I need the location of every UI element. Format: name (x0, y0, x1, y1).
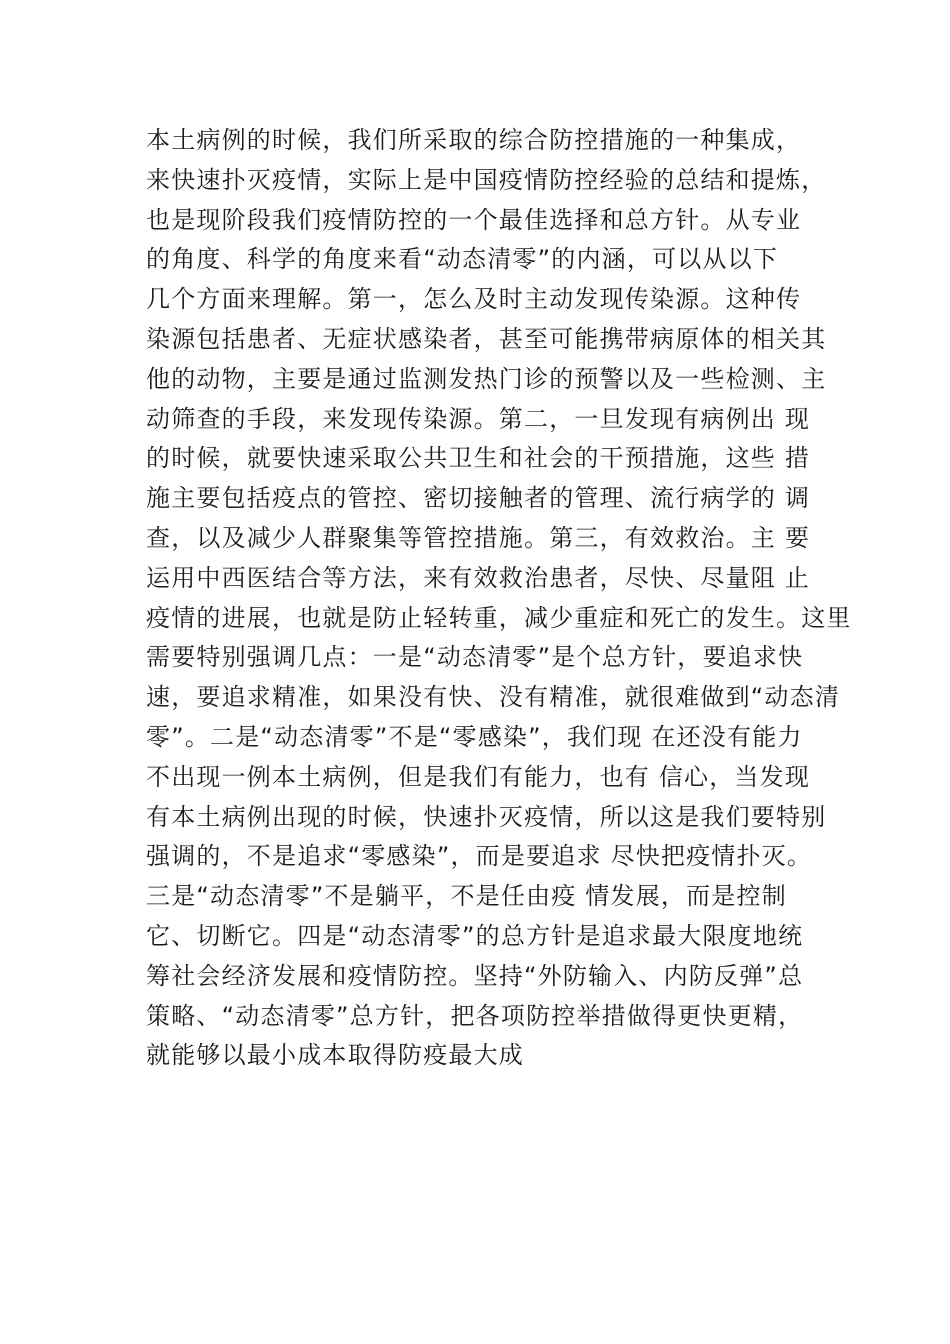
text-line: 查，以及减少人群聚集等管控措施。第三，有效救治。主 要 (146, 523, 811, 552)
text-line: 施主要包括疫点的管控、密切接触者的管理、流行病学的 调 (146, 484, 811, 513)
text-line: 几个方面来理解。第一，怎么及时主动发现传染源。这种传 (146, 285, 802, 314)
text-line: 它、切断它。四是“动态清零”的总方针是追求最大限度地统 (146, 921, 804, 950)
text-line: 运用中西医结合等方法，来有效救治患者，尽快、尽量阻 止 (146, 563, 811, 592)
text-line: 他的动物，主要是通过监测发热门诊的预警以及一些检测、主 (146, 364, 827, 393)
text-line: 需要特别强调几点：一是“动态清零”是个总方针，要追求快 (146, 643, 804, 672)
text-line: 来快速扑灭疫情，实际上是中国疫情防控经验的总结和提炼， (146, 165, 827, 194)
text-line: 速，要追求精准，如果没有快、没有精准，就很难做到“动态清 (146, 683, 841, 712)
text-line: 零”。二是“动态清零”不是“零感染”，我们现 在还没有能力 (146, 722, 803, 751)
text-line: 本土病例的时候，我们所采取的综合防控措施的一种集成， (146, 126, 802, 154)
text-line: 筹社会经济发展和疫情防控。坚持“外防输入、内防反弹”总 (146, 961, 804, 990)
text-line: 不出现一例本土病例，但是我们有能力，也有 信心，当发现 (146, 762, 811, 791)
text-line: 也是现阶段我们疫情防控的一个最佳选择和总方针。从专业 (146, 205, 802, 234)
text-line: 疫情的进展，也就是防止轻转重，减少重症和死亡的发生。这里 (146, 603, 852, 632)
text-line: 动筛查的手段，来发现传染源。第二，一旦发现有病例出 现 (146, 404, 811, 433)
text-line: 就能够以最小成本取得防疫最大成 (146, 1041, 524, 1070)
text-line: 的角度、科学的角度来看“动态清零”的内涵，可以从以下 (146, 245, 779, 274)
text-line: 三是“动态清零”不是躺平，不是任由疫 情发展，而是控制 (146, 882, 787, 911)
text-line: 策略、“动态清零”总方针，把各项防控举措做得更快更精， (146, 1001, 804, 1030)
text-line: 有本土病例出现的时候，快速扑灭疫情，所以这是我们要特别 (146, 802, 827, 831)
text-line: 强调的，不是追求“零感染”，而是要追求 尽快把疫情扑灭。 (146, 842, 813, 871)
body-text (146, 121, 852, 1076)
text-line: 的时候，就要快速采取公共卫生和社会的干预措施，这些 措 (146, 444, 811, 473)
text-line: 染源包括患者、无症状感染者，甚至可能携带病原体的相关其 (146, 324, 827, 353)
